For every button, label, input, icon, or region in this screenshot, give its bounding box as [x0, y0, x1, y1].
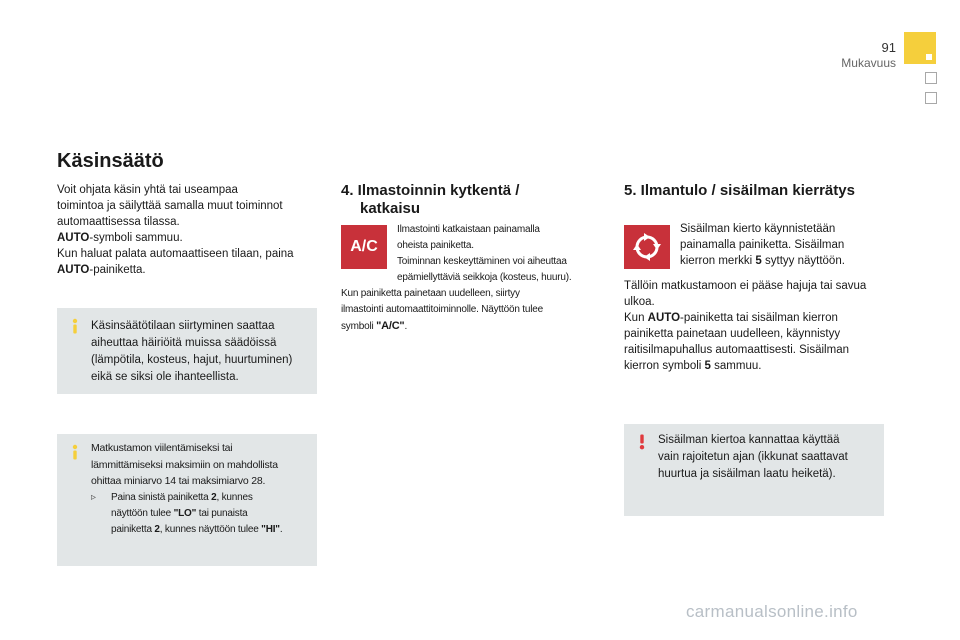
symbol-ref: 5 [704, 360, 711, 372]
intro-text: -painiketta. [89, 264, 146, 276]
intro-line [57, 262, 317, 278]
chapter-tab [925, 72, 937, 84]
ac-description [397, 222, 607, 286]
desc-line: painamalla painiketta. Sisäilman [680, 239, 845, 251]
desc-line [624, 310, 890, 326]
note-line: (lämpötila, kosteus, hajut, huurtuminen) [91, 354, 293, 366]
arrow-bullet-icon: ▹ [91, 492, 96, 503]
bullet-text [111, 490, 311, 538]
info-icon [67, 444, 83, 460]
desc-line: epämiellyttäviä seikkoja (kosteus, huuru). [397, 272, 572, 283]
bullet-item [91, 490, 311, 540]
bullet-text-part: tai punaista [196, 508, 248, 519]
bullet-text-part: , kunnes näyttöön tulee [159, 524, 262, 535]
bullet-line [111, 506, 311, 522]
desc-line: painiketta painetaan uudelleen, käynnistyy [624, 328, 841, 340]
section-name: Mukavuus [841, 56, 896, 70]
recirculation-button-illustration [624, 225, 670, 269]
warning-note-recirc [624, 424, 884, 516]
bullet-text-part: Paina sinistä painiketta [111, 492, 212, 503]
desc-line: Kun painiketta painetaan uudelleen, siirtyy [341, 288, 520, 299]
desc-line: Sisäilman kierto käynnistetään [680, 223, 836, 235]
note-line: Käsinsäätötilaan siirtyminen saattaa [91, 320, 275, 332]
info-icon [67, 318, 83, 334]
info-note-manual [57, 308, 317, 394]
recirculation-icon [632, 232, 662, 262]
intro-text: -symboli sammuu. [89, 232, 183, 244]
bullet-line [111, 522, 311, 538]
note-line: eikä se siksi ole ihanteellista. [91, 371, 239, 383]
note-line: aiheuttaa häiriöitä muissa säädöissä [91, 337, 277, 349]
ac-section-title [341, 182, 591, 218]
chapter-tab-marker [926, 54, 932, 60]
desc-line: ulkoa. [624, 296, 655, 308]
intro-line [57, 230, 317, 246]
page-number: 91 [881, 40, 896, 55]
button-ref: 2 [211, 492, 217, 503]
info-note-temperature [57, 434, 317, 566]
note-line: vain rajoitetun ajan (ikkunat saattavat [658, 451, 848, 463]
intro-line: automaattisessa tilassa. [57, 216, 180, 228]
note-line: lämmittämiseksi maksimiin on mahdollista [91, 458, 278, 471]
desc-line: ilmastointi automaattitoiminnolle. Näyttöön tulee [341, 304, 543, 315]
desc-text-part: kierron symboli [624, 360, 705, 372]
display-ref: "HI" [261, 524, 280, 535]
display-ref: "LO" [173, 508, 197, 519]
recirc-section-title: 5. Ilmantulo / sisäilman kierrätys [624, 182, 855, 199]
ac-reactivation-text [341, 286, 607, 335]
desc-text-part: symboli [341, 321, 377, 332]
warning-icon [634, 434, 650, 450]
intro-line: toimintoa ja säilyttää samalla muut toiminnot [57, 200, 283, 212]
manual-title: Käsinsäätö [57, 150, 164, 172]
auto-word: AUTO [57, 264, 90, 276]
auto-word: AUTO [647, 312, 681, 324]
desc-line: Tällöin matkustamoon ei pääse hajuja tai savua [624, 280, 867, 292]
desc-line: oheista painiketta. [397, 240, 474, 251]
bullet-text-part: . [279, 524, 283, 535]
bullet-line [111, 490, 311, 506]
desc-text-part: sammuu. [710, 360, 762, 372]
desc-line [680, 253, 880, 269]
desc-line: Ilmastointi katkaistaan painamalla [397, 224, 540, 235]
note-text [658, 432, 878, 483]
desc-line [341, 318, 607, 335]
watermark: carmanualsonline.info [686, 602, 858, 621]
display-ref: "A/C" [376, 320, 405, 332]
note-line: Sisäilman kiertoa kannattaa käyttää [658, 434, 840, 446]
title-line: katkaisu [360, 200, 421, 217]
chapter-tab-active [904, 32, 936, 64]
ac-button-illustration: A/C [341, 225, 387, 269]
desc-line: raitisilmapuhallus automaattisesti. Sisäilman [624, 344, 849, 356]
bullet-text-part: painiketta [111, 524, 155, 535]
note-line: Matkustamon viilentämiseksi tai [91, 442, 233, 454]
desc-text-part: . [404, 321, 408, 332]
manual-intro [57, 182, 317, 278]
note-line: huurtua ja sisäilman laatu heiketä). [658, 468, 836, 480]
desc-text-part: kierron merkki [680, 255, 756, 267]
symbol-ref: 5 [755, 255, 762, 267]
note-line: ohittaa miniarvo 14 tai maksimiarvo 28. [91, 475, 266, 487]
bullet-text-part: , kunnes [216, 492, 253, 503]
desc-text-part: syttyy näyttöön. [761, 255, 845, 267]
intro-line: Kun haluat palata automaattiseen tilaan, paina [57, 248, 294, 260]
recirc-description [680, 221, 880, 269]
note-text [91, 440, 311, 490]
intro-line: Voit ohjata käsin yhtä tai useampaa [57, 184, 238, 196]
desc-line: Toiminnan keskeyttäminen voi aiheuttaa [397, 256, 567, 267]
title-line: 4. Ilmastoinnin kytkentä / [341, 182, 520, 199]
chapter-tab [925, 92, 937, 104]
bullet-text-part: näyttöön tulee [111, 508, 174, 519]
desc-line [624, 358, 890, 374]
recirc-details [624, 278, 890, 374]
desc-text-part: Kun [624, 312, 648, 324]
auto-word: AUTO [57, 232, 90, 244]
button-ref: 2 [154, 524, 160, 535]
desc-text-part: -painiketta tai sisäilman kierron [680, 312, 838, 324]
note-text [91, 318, 311, 386]
